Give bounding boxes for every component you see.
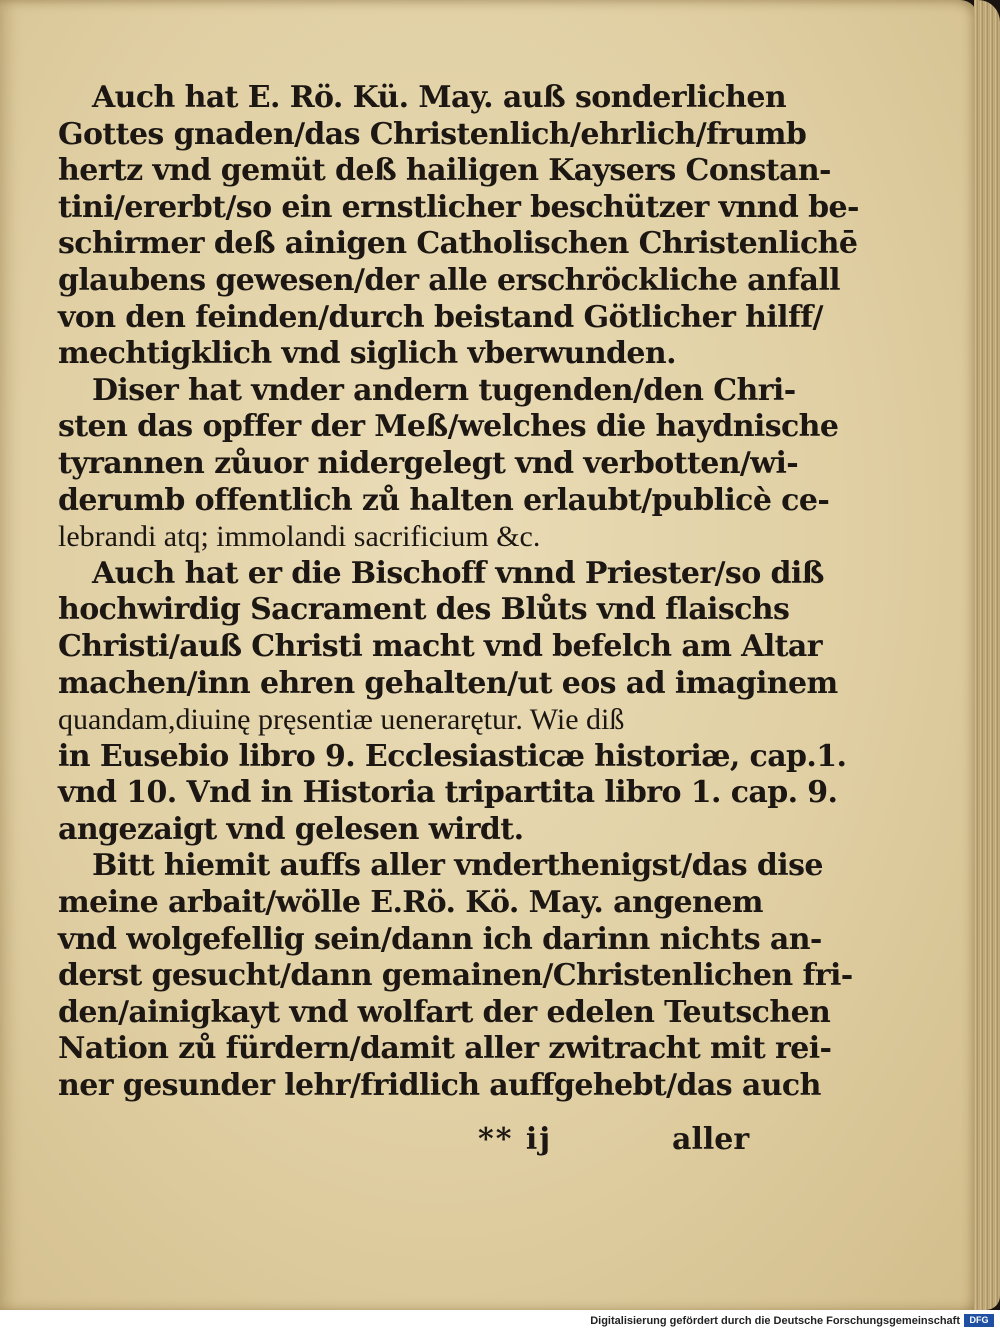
text-line: Diser hat vnder andern tugenden/den Chri- <box>92 372 796 408</box>
text-line: in Eusebio libro 9. Ecclesiasticæ historiæ, cap.1. <box>58 738 847 774</box>
text-line: quandam,diuinę pręsentiæ uenerarętur. Wie diß <box>58 703 625 737</box>
funding-credit: Digitalisierung gefördert durch die Deutsche Forschungsgemeinschaft <box>590 1315 960 1327</box>
text-line: hochwirdig Sacrament des Blůts vnd flaischs <box>58 592 790 628</box>
catchword: aller <box>672 1122 750 1157</box>
text-line: machen/inn ehren gehalten/ut eos ad imaginem <box>58 665 838 701</box>
text-line: Nation zů fürdern/damit aller zwitracht mit rei- <box>58 1031 832 1067</box>
text-line: Auch hat er die Bischoff vnnd Priester/so diß <box>92 555 824 591</box>
text-line: glaubens gewesen/der alle erschröckliche anfall <box>58 262 840 298</box>
text-line: derumb offentlich zů halten erlaubt/publicè ce- <box>58 482 830 518</box>
signature-mark: ** ij <box>478 1122 553 1157</box>
dfg-logo: DFG <box>964 1314 994 1327</box>
text-line: sten das opffer der Meß/welches die haydnische <box>58 409 839 445</box>
text-line: Bitt hiemit auffs aller vnderthenigst/das dise <box>92 848 823 884</box>
text-line: mechtigklich vnd siglich vberwunden. <box>58 336 676 372</box>
page-text <box>58 80 859 1105</box>
text-line: hertz vnd gemüt deß hailigen Kaysers Constan- <box>58 153 831 189</box>
text-line: Auch hat E. Rö. Kü. May. auß sonderlichen <box>92 80 787 115</box>
text-line: angezaigt vnd gelesen wirdt. <box>58 811 524 847</box>
text-line: tyrannen zůuor nidergelegt vnd verbotten/wi- <box>58 445 799 481</box>
text-line: von den feinden/durch beistand Götlicher hilff/ <box>58 299 823 335</box>
text-line: lebrandi atq; immolandi sacrificium &c. <box>58 520 541 554</box>
page-edges <box>974 0 1000 1310</box>
text-line: derst gesucht/dann gemainen/Christenlichen fri- <box>58 958 853 994</box>
text-line: meine arbait/wölle E.Rö. Kö. May. angenem <box>58 885 763 921</box>
text-line: vnd wolgefellig sein/dann ich darinn nichts an- <box>58 921 822 957</box>
text-line: Christi/auß Christi macht vnd befelch am Altar <box>58 628 822 664</box>
text-line: Gottes gnaden/das Christenlich/ehrlich/frumb <box>58 116 807 152</box>
text-line: vnd 10. Vnd in Historia tripartita libro 1. cap. 9. <box>58 775 838 811</box>
text-line: ner gesunder lehr/fridlich auffgehebt/das auch <box>58 1068 821 1104</box>
text-line: tini/ererbt/so ein ernstlicher beschützer vnnd be- <box>58 189 859 225</box>
text-line: schirmer deß ainigen Catholischen Christenlichē <box>58 226 858 262</box>
text-line: den/ainigkayt vnd wolfart der edelen Teutschen <box>58 994 831 1030</box>
digitization-footer <box>0 1310 1000 1332</box>
